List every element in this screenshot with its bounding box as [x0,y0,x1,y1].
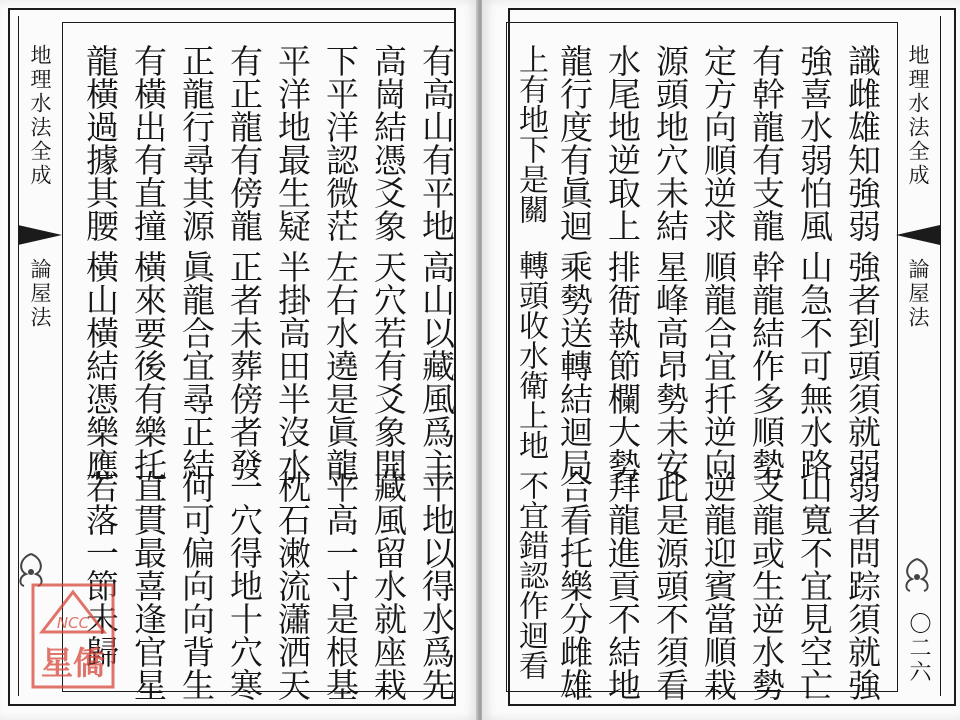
right-col-1-top: 識雌雄知強弱 [843,44,882,242]
right-col-5-bot: 此是源頭不須看 [651,470,690,701]
left-col-2-top: 高崗結憑爻象 [369,44,408,242]
left-col-1-bot: 平地以得水爲先 [417,470,456,701]
right-col-1-bot: 弱者問踪須就強 [843,470,882,701]
right-col-8-mid: 轉頭收水衛上地 [513,250,548,460]
svg-text:NCC: NCC [56,614,90,632]
right-col-7-mid: 乘勢送轉結迴局 [555,250,594,481]
left-col-4-top: 平洋地最生疑 [273,44,312,242]
right-col-3-bot: 支龍或生逆水勢 [747,470,786,701]
left-col-7-top: 有橫出有直撞 [129,44,168,242]
right-col-7-top: 龍行度有眞迴 [555,44,594,242]
page-number: 〇二六 [906,612,931,684]
left-margin-line [18,16,19,696]
right-col-6-bot: 拜龍進貢不結地 [603,470,642,701]
left-col-2-mid: 天穴若有爻象開 [369,250,408,481]
right-col-6-top: 水尾地逆取上 [603,44,642,242]
right-ornament-icon [898,555,936,595]
left-col-4-bot: 枕石潄流瀟洒天 [273,470,312,701]
left-page [0,0,478,720]
svg-text:星僑: 星僑 [40,644,106,682]
left-col-1-mid: 高山以藏風爲主 [417,250,456,481]
left-col-7-bot: 直貫最喜逢官星 [129,470,168,701]
section-title-right: 論屋法 [906,258,930,330]
book-title-right: 地理水法全成 [906,44,930,188]
right-col-2-bot: 山寬不宜見空亡 [795,470,834,701]
left-col-3-bot: 平高一寸是根基 [321,470,360,701]
right-col-7-bot: 合看托樂分雌雄 [555,470,594,701]
left-col-8-mid: 橫山橫結憑樂應 [81,250,120,481]
section-title-left: 論屋法 [28,258,52,330]
left-col-1-top: 有高山有平地 [417,44,456,242]
right-col-6-mid: 排衙執節欄大勢 [603,250,642,481]
left-col-5-bot: 一穴得地十穴寒 [225,470,264,701]
right-col-2-mid: 山急不可無水路 [795,250,834,481]
ncc-watermark-stamp [30,582,116,690]
right-col-4-top: 定方向順逆求 [699,44,738,242]
left-col-7-mid: 橫來要後有樂托 [129,250,168,481]
right-page [482,0,960,720]
right-col-3-mid: 幹龍結作多順勢 [747,250,786,481]
left-col-6-mid: 眞龍合宜尋正結 [177,250,216,481]
book-title-left: 地理水法全成 [28,44,52,188]
left-col-6-top: 正龍行尋其源 [177,44,216,242]
left-col-8-top: 龍橫過據其腰 [81,44,120,242]
right-col-8-bot: 不宜錯認作迴看 [513,470,548,680]
left-section-notch [18,225,62,245]
right-margin-line [940,16,941,696]
right-section-notch [896,225,940,245]
right-col-5-mid: 星峰高昂勢未安 [651,250,690,481]
left-col-8-bot: 若落一節未歸 [81,470,120,668]
left-col-2-bot: 藏風留水就座栽 [369,470,408,701]
right-col-4-mid: 順龍合宜扦逆向 [699,250,738,481]
right-col-4-bot: 逆龍迎賓當順栽 [699,470,738,701]
left-col-5-top: 有正龍有傍龍 [225,44,264,242]
left-col-3-mid: 左右水遶是眞龍 [321,250,360,481]
right-col-8-top: 上有地下是關 [513,44,548,224]
left-col-6-bot: 何可偏向向背生 [177,470,216,701]
left-col-3-top: 下平洋認微茫 [321,44,360,242]
left-col-5-mid: 正者未葬傍者發 [225,250,264,481]
right-col-3-top: 有幹龍有支龍 [747,44,786,242]
right-col-1-mid: 強者到頭須就弱 [843,250,882,481]
left-col-4-mid: 半掛高田半沒水 [273,250,312,481]
right-col-2-top: 強喜水弱怕風 [795,44,834,242]
right-col-5-top: 源頭地穴未結 [651,44,690,242]
